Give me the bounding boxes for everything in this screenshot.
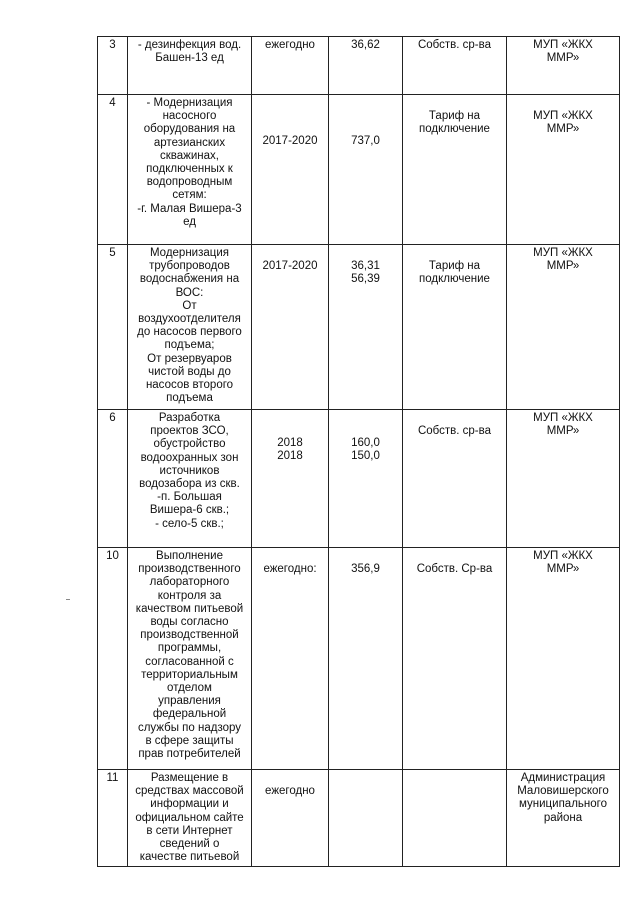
measure-name: - Модернизация насосного оборудования на артезианских скважинах, подключенных к водопроводным сетям: -г. Малая Вишера-3 ед: [128, 95, 252, 245]
measure-term: ежегодно: [252, 770, 329, 867]
funding-source: Тариф на подключение: [403, 95, 507, 245]
table-row: [98, 770, 620, 867]
table-row: [98, 245, 620, 410]
measure-sum: [329, 770, 403, 867]
measure-term: 2017-2020: [252, 95, 329, 245]
executor: МУП «ЖКХ ММР»: [507, 95, 620, 245]
row-number: 3: [98, 37, 128, 95]
table-row: [98, 37, 620, 95]
funding-source: [403, 770, 507, 867]
margin-mark: [66, 599, 70, 600]
row-number: 6: [98, 410, 128, 548]
measure-term: ежегодно:: [252, 548, 329, 770]
measure-name: Модернизация трубопроводов водоснабжения на ВОС: От воздухоотделителя до насосов первого подъема; От резервуаров чистой воды до насосов второго подъема: [128, 245, 252, 410]
measure-sum: 160,0 150,0: [329, 410, 403, 548]
table-row: [98, 548, 620, 770]
measure-name: - дезинфекция вод. Башен-13 ед: [128, 37, 252, 95]
measures-table: [97, 36, 620, 867]
executor: МУП «ЖКХ ММР»: [507, 245, 620, 410]
executor: МУП «ЖКХ ММР»: [507, 548, 620, 770]
table-row: [98, 95, 620, 245]
measure-sum: 737,0: [329, 95, 403, 245]
funding-source: Собств. ср-ва: [403, 410, 507, 548]
executor: МУП «ЖКХ ММР»: [507, 410, 620, 548]
row-number: 10: [98, 548, 128, 770]
row-number: 11: [98, 770, 128, 867]
measure-name: Выполнение производственного лабораторного контроля за качеством питьевой воды согласно производственной программы, согласованной с территориальным отделом управления федеральной службы по надзору в сфере защиты прав потребителей: [128, 548, 252, 770]
measure-term: 2018 2018: [252, 410, 329, 548]
measure-sum: 36,62: [329, 37, 403, 95]
measure-name: Разработка проектов ЗСО, обустройство водоохранных зон источников водозабора из скв. -п. Большая Вишера-6 скв.; - село-5 скв.;: [128, 410, 252, 548]
measure-sum: 356,9: [329, 548, 403, 770]
measure-name: Размещение в средствах массовой информации и официальном сайте в сети Интернет сведений о качестве питьевой: [128, 770, 252, 867]
table-row: [98, 410, 620, 548]
row-number: 5: [98, 245, 128, 410]
funding-source: Собств. Ср-ва: [403, 548, 507, 770]
row-number: 4: [98, 95, 128, 245]
measure-sum: 36,31 56,39: [329, 245, 403, 410]
measure-term: ежегодно: [252, 37, 329, 95]
measure-term: 2017-2020: [252, 245, 329, 410]
funding-source: Собств. ср-ва: [403, 37, 507, 95]
executor: МУП «ЖКХ ММР»: [507, 37, 620, 95]
funding-source: Тариф на подключение: [403, 245, 507, 410]
executor: Администрация Маловишерского муниципального района: [507, 770, 620, 867]
